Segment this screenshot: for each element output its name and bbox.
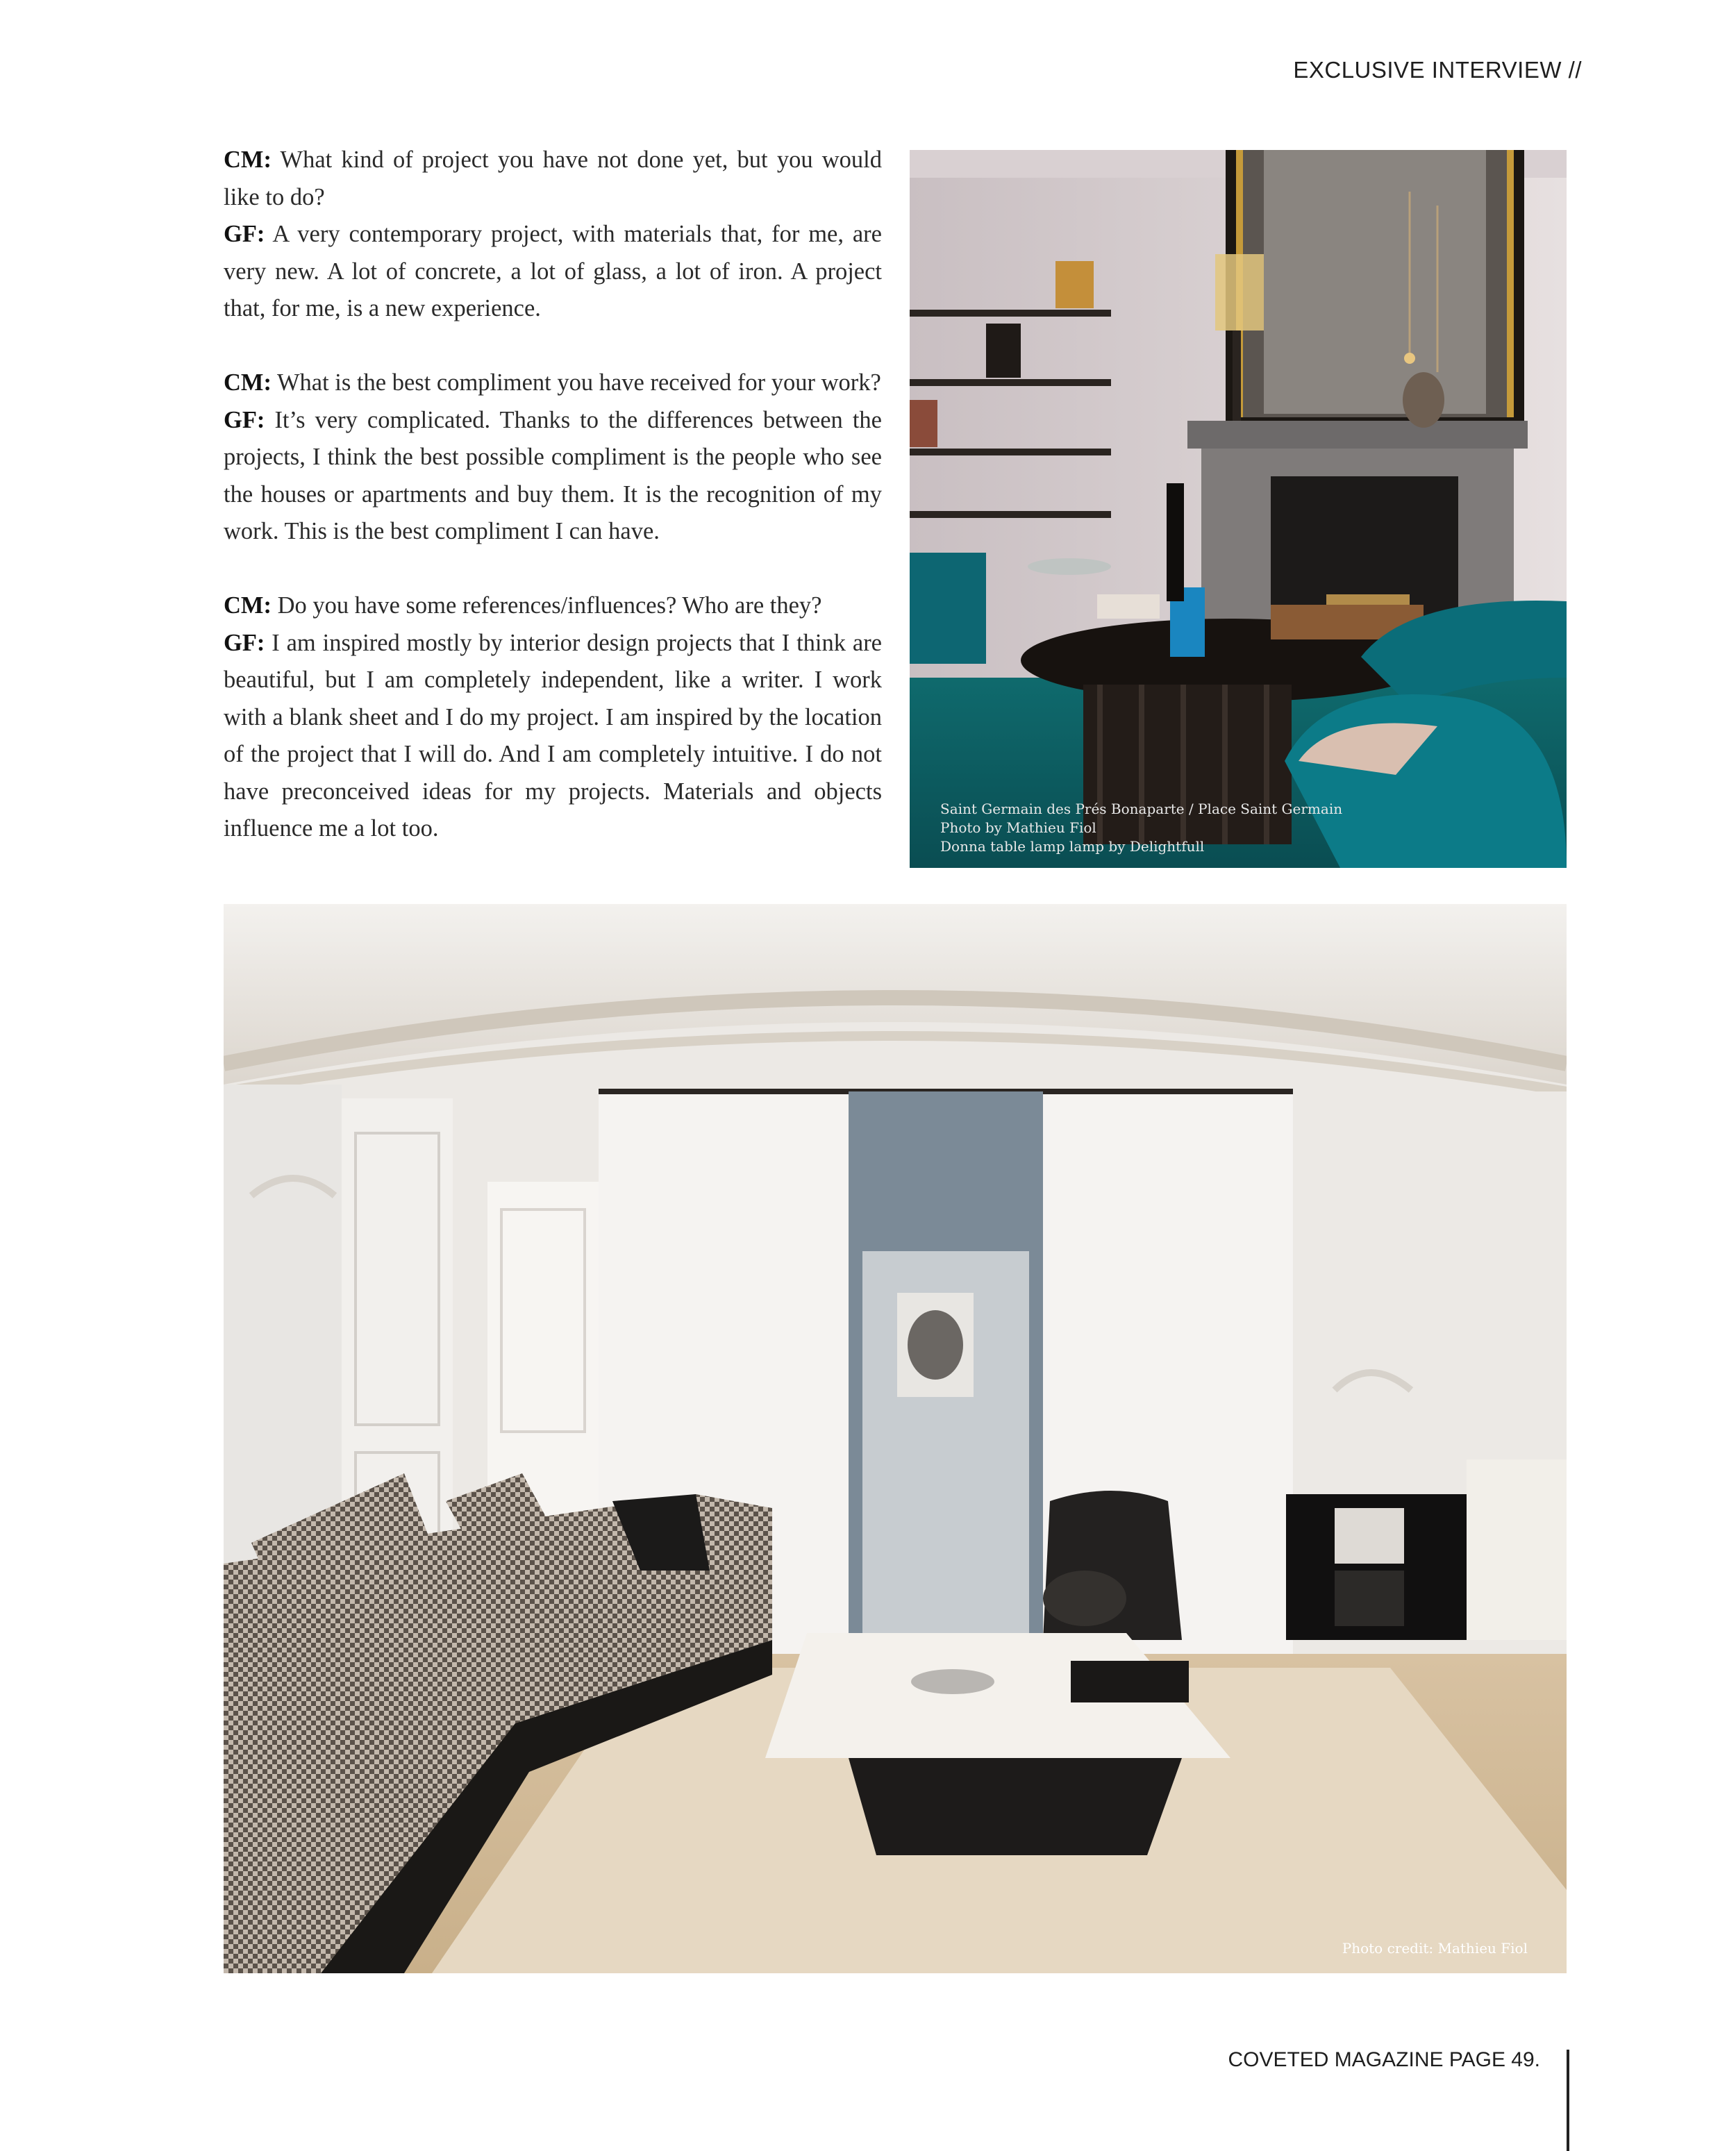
answer — [224, 402, 882, 551]
footer-rule — [1567, 2050, 1569, 2151]
salon-illustration — [224, 904, 1567, 1973]
answer-text: A very contemporary project, with materials that, for me, are very new. A lot of concrete, a lot of glass, a lot of iron. A project that, for me, is a new experience. — [224, 221, 882, 321]
question — [224, 587, 882, 625]
qa-block — [224, 587, 882, 848]
living-room-illustration — [910, 150, 1567, 868]
caption-line: Saint Germain des Prés Bonaparte / Place Saint Germain — [940, 801, 1343, 817]
caption-line: Photo by Mathieu Fiol — [940, 819, 1096, 836]
section-label: EXCLUSIVE INTERVIEW // — [1293, 57, 1582, 83]
question — [224, 142, 882, 216]
answer-text: It’s very complicated. Thanks to the differences between the projects, I think the best possible compliment is the people who see the houses or apartments and buy them. It is the recognition of my work. This is the best compliment I can have. — [224, 406, 882, 544]
question-speaker: CM: — [224, 592, 272, 619]
question-speaker: CM: — [224, 369, 272, 396]
answer-speaker: GF: — [224, 629, 265, 656]
question-speaker: CM: — [224, 147, 272, 173]
answer — [224, 625, 882, 848]
living-room-photo — [910, 150, 1567, 868]
caption-line: Donna table lamp lamp by Delightfull — [940, 838, 1205, 855]
photo2-credit: Photo credit: Mathieu Fiol — [1342, 1940, 1528, 1957]
answer-text: I am inspired mostly by interior design projects that I think are beautiful, but I am completely independent, like a writer. I work with a blank sheet and I do my project. I am inspired by the location of the project that I will do. And I am completely intuitive. I do not have preconceived ideas for my projects. Materials and objects influence me a lot too. — [224, 629, 882, 842]
question-text: What is the best compliment you have received for your work? — [271, 369, 881, 396]
qa-block — [224, 142, 882, 328]
photo1-caption — [940, 800, 1342, 856]
question-text: What kind of project you have not done yet, but you would like to do? — [224, 147, 882, 210]
answer-speaker: GF: — [224, 406, 265, 433]
page-footer: COVETED MAGAZINE PAGE 49. — [1228, 2048, 1540, 2071]
answer — [224, 216, 882, 328]
interview-text — [224, 142, 882, 885]
question-text: Do you have some references/influences? Who are they? — [271, 592, 822, 619]
qa-block — [224, 365, 882, 551]
question — [224, 365, 882, 402]
salon-photo — [224, 904, 1567, 1973]
answer-speaker: GF: — [224, 221, 265, 247]
